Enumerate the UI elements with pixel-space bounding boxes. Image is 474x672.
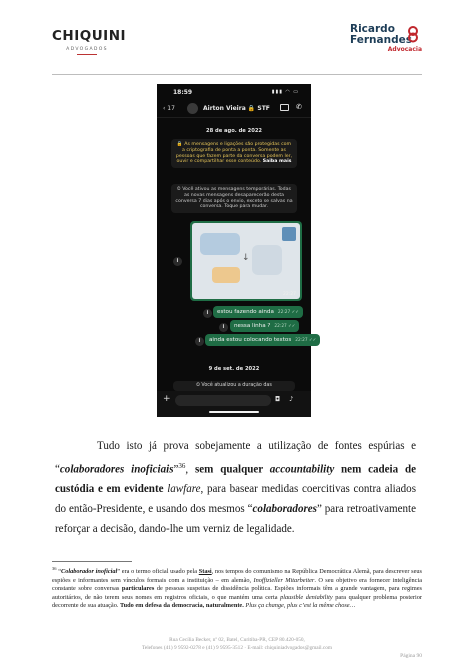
date-separator-1: 28 de ago. de 2022 <box>205 128 263 134</box>
video-call-icon[interactable] <box>280 104 289 111</box>
info-icon[interactable]: i <box>219 323 228 332</box>
info-icon[interactable]: i <box>173 257 182 266</box>
info-icon[interactable]: i <box>203 309 212 318</box>
date-separator-2: 9 de set. de 2022 <box>208 366 260 372</box>
message-time: 22:27 ✓✓ <box>277 310 299 315</box>
message-text: estou fazendo ainda <box>217 309 274 315</box>
microphone-icon[interactable]: ♪ <box>289 395 294 403</box>
logo-mark-icon <box>406 26 420 42</box>
encryption-notice[interactable] <box>171 139 297 168</box>
image-message[interactable] <box>190 221 302 301</box>
chat-header <box>157 100 311 118</box>
footer-address: Rua Cecília Becker, nº 02, Batel, Curitiba-PR, CEP 80.420-050, Telefones (41) 9 9592-0278 e (41) 9 9595-3512 · E-mail: chiquiniadvogados@gmail.com <box>141 637 332 651</box>
logo-line1: Ricardo <box>350 23 395 35</box>
phone-call-icon[interactable]: ✆ <box>296 103 302 111</box>
camera-icon[interactable]: ◘ <box>275 395 281 403</box>
image-time: 22:27 <box>283 292 296 297</box>
logo-bar <box>77 54 97 55</box>
ricardo-fernandes-logo <box>350 24 422 53</box>
temporary-messages-text: ⏲ Você ativou as mensagens temporárias. Todas as novas mensagens desaparecerão desta conversa 7 dias após o envio, exceto se salvas na conversa. Toque para mudar. <box>175 187 293 210</box>
status-time: 18:59 <box>173 89 193 96</box>
header-divider <box>52 74 422 75</box>
message-text: ainda estou colocando textos <box>209 337 292 343</box>
status-icons: ▮▮▮ ◠ ▭ <box>271 89 299 95</box>
temporary-messages-notice[interactable] <box>171 184 297 213</box>
message-text: nessa linha ? <box>234 323 271 329</box>
message-time: 22:27 ✓✓ <box>274 324 296 329</box>
logo-sub: ADVOGADOS <box>66 47 108 52</box>
message-input-bar <box>157 391 311 417</box>
blurred-image[interactable] <box>192 223 300 299</box>
download-icon[interactable]: ↓ <box>242 253 250 263</box>
back-button[interactable]: ‹ 17 <box>163 105 175 112</box>
logo-name: CHIQUINI <box>52 28 127 44</box>
term-colaboradores-inoficiais: colaboradores inoficiais <box>59 463 174 476</box>
message-bubble[interactable] <box>205 334 320 346</box>
info-icon[interactable]: i <box>195 337 204 346</box>
phone-status-bar <box>157 84 311 100</box>
message-time: 22:27 ✓✓ <box>295 338 317 343</box>
avatar[interactable] <box>187 103 198 114</box>
message-bubble[interactable] <box>230 320 299 332</box>
body-paragraph: Tudo isto já prova sobejamente a utilização de fontes espúrias e “colaboradores inoficiais”$^{36}$, sem qualquer accountability nem cadeia de custódia e em evidente lawfare, para basear medidas coercitivas contra aliados do então-Presidente, e usando dos mesmos “colaboradores” para retroativamente reforçar a decisão, dando-lhe um verniz de legalidade. <box>55 440 417 535</box>
chiquini-logo <box>52 28 127 55</box>
footnote-number: 36 <box>52 566 57 571</box>
plus-icon[interactable]: + <box>163 394 171 404</box>
learn-more-link[interactable]: Saiba mais <box>262 159 292 165</box>
footnote-ref[interactable]: 36 <box>178 461 186 470</box>
contact-name[interactable]: Airton Vieira 🔒 STF <box>203 105 270 112</box>
whatsapp-screenshot <box>157 84 317 417</box>
page-number: Página 90 <box>400 653 422 659</box>
encryption-text: 🔒 As mensagens e ligações são protegidas com a criptografia de ponta a ponta. Somente as pessoas que fazem parte da conversa podem ler, ouvir e compartilhar esse conteúdo. <box>175 142 293 165</box>
duration-update-notice[interactable]: ⏲ Você atualizou a duração das <box>173 381 295 391</box>
message-input[interactable] <box>175 395 271 406</box>
message-bubble[interactable] <box>213 306 303 318</box>
home-indicator <box>209 411 259 413</box>
logo-advocacia: Advocacia <box>387 46 422 53</box>
footnote-36: $^{36}$ “Colaborador inoficial” era o termo oficial usado pela Stasi, nos tempos do comunismo na República Democrática Alemã, para descrever seus espiões e informantes sem vínculos formais com a instituição – em alemão, Inoffizieller Mitarbeiter. O seu objetivo era fornecer inteligência constante sobre conversas particulares de pessoas suspeitas de dissidência política. Espiões informais têm a grande vantagem, para regimes autoritários, de não terem seus nomes em registros oficiais, o que mantém uma certa plausible deniability para qualquer problema posterior decorrente de sua atuação. Tudo em defesa da democracia, naturalmente. Plus ça change, plus c’est la même chose… <box>52 566 423 610</box>
logo-line2: Fernandes <box>350 34 412 46</box>
footnote-divider <box>52 561 132 562</box>
